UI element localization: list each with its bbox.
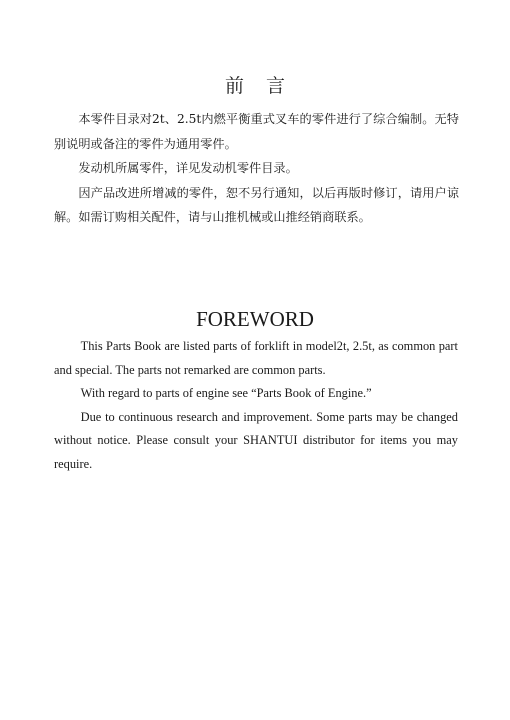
english-text-block [54,335,458,477]
chinese-paragraph: 因产品改进所增减的零件，恕不另行通知，以后再版时修订，请用户谅解。如需订购相关配件，请与山推机械或山推经销商联系。 [54,185,459,224]
chinese-paragraph: 发动机所属零件，详见发动机零件目录。 [78,161,298,175]
english-paragraph: Due to continuous research and improvement. Some parts may be changed without notice. Please consult your SHANTUI distributor for items you may require. [54,409,458,471]
english-paragraph: With regard to parts of engine see “Parts Book of Engine.” [80,386,372,401]
chinese-title: 前言 [224,74,307,97]
chinese-paragraph: 本零件目录对2t、2.5t内燃平衡重式叉车的零件进行了综合编制。无特别说明或备注的零件为通用零件。 [54,112,459,151]
chinese-text-block [54,107,459,230]
english-paragraph: This Parts Book are listed parts of forklift in model2t, 2.5t, as common part and special. The parts not remarked are common parts. [54,339,458,377]
english-title: FOREWORD [196,307,314,332]
